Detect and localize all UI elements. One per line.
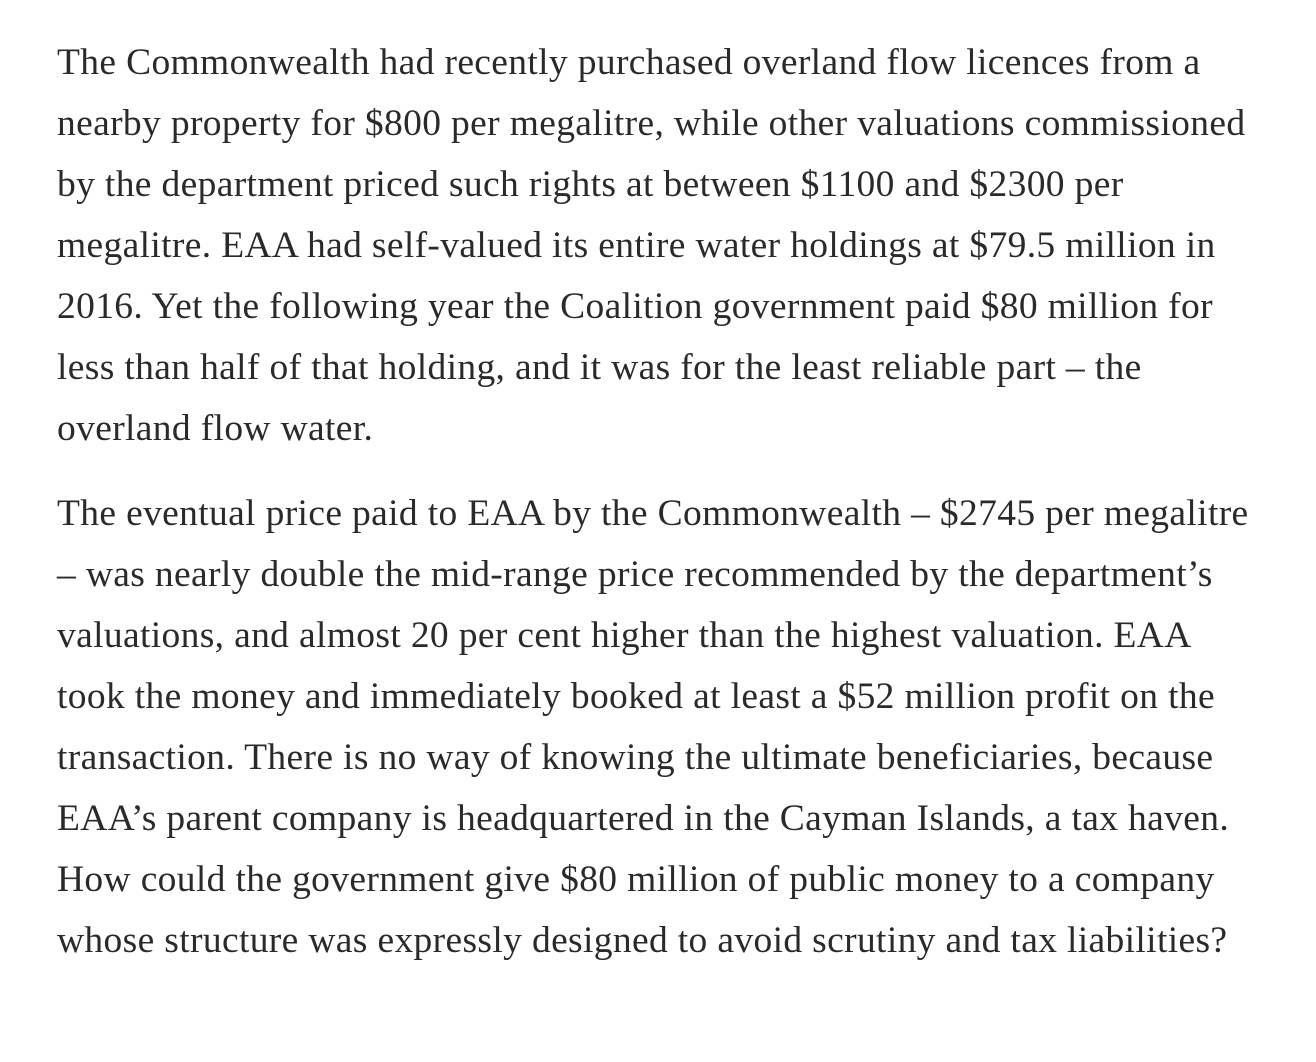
article-body <box>57 32 1267 971</box>
article-paragraph-1: The Commonwealth had recently purchased overland flow licences from a nearby property for $800 per megalitre, while other valuations commissioned by the department priced such rights at between $1100 and $2300 per megalitre. EAA had self-valued its entire water holdings at $79.5 million in 2016. Yet the following year the Coalition government paid $80 million for less than half of that holding, and it was for the least reliable part – the overland flow water. <box>57 42 1246 449</box>
article-paragraph-2: The eventual price paid to EAA by the Commonwealth – $2745 per megalitre – was nearly double the mid-range price recommended by the department’s valuations, and almost 20 per cent higher than the highest valuation. EAA took the money and immediately booked at least a $52 million profit on the transaction. There is no way of knowing the ultimate beneficiaries, because EAA’s parent company is headquartered in the Cayman Islands, a tax haven. How could the government give $80 million of public money to a company whose structure was expressly designed to avoid scrutiny and tax liabilities? <box>57 493 1249 961</box>
